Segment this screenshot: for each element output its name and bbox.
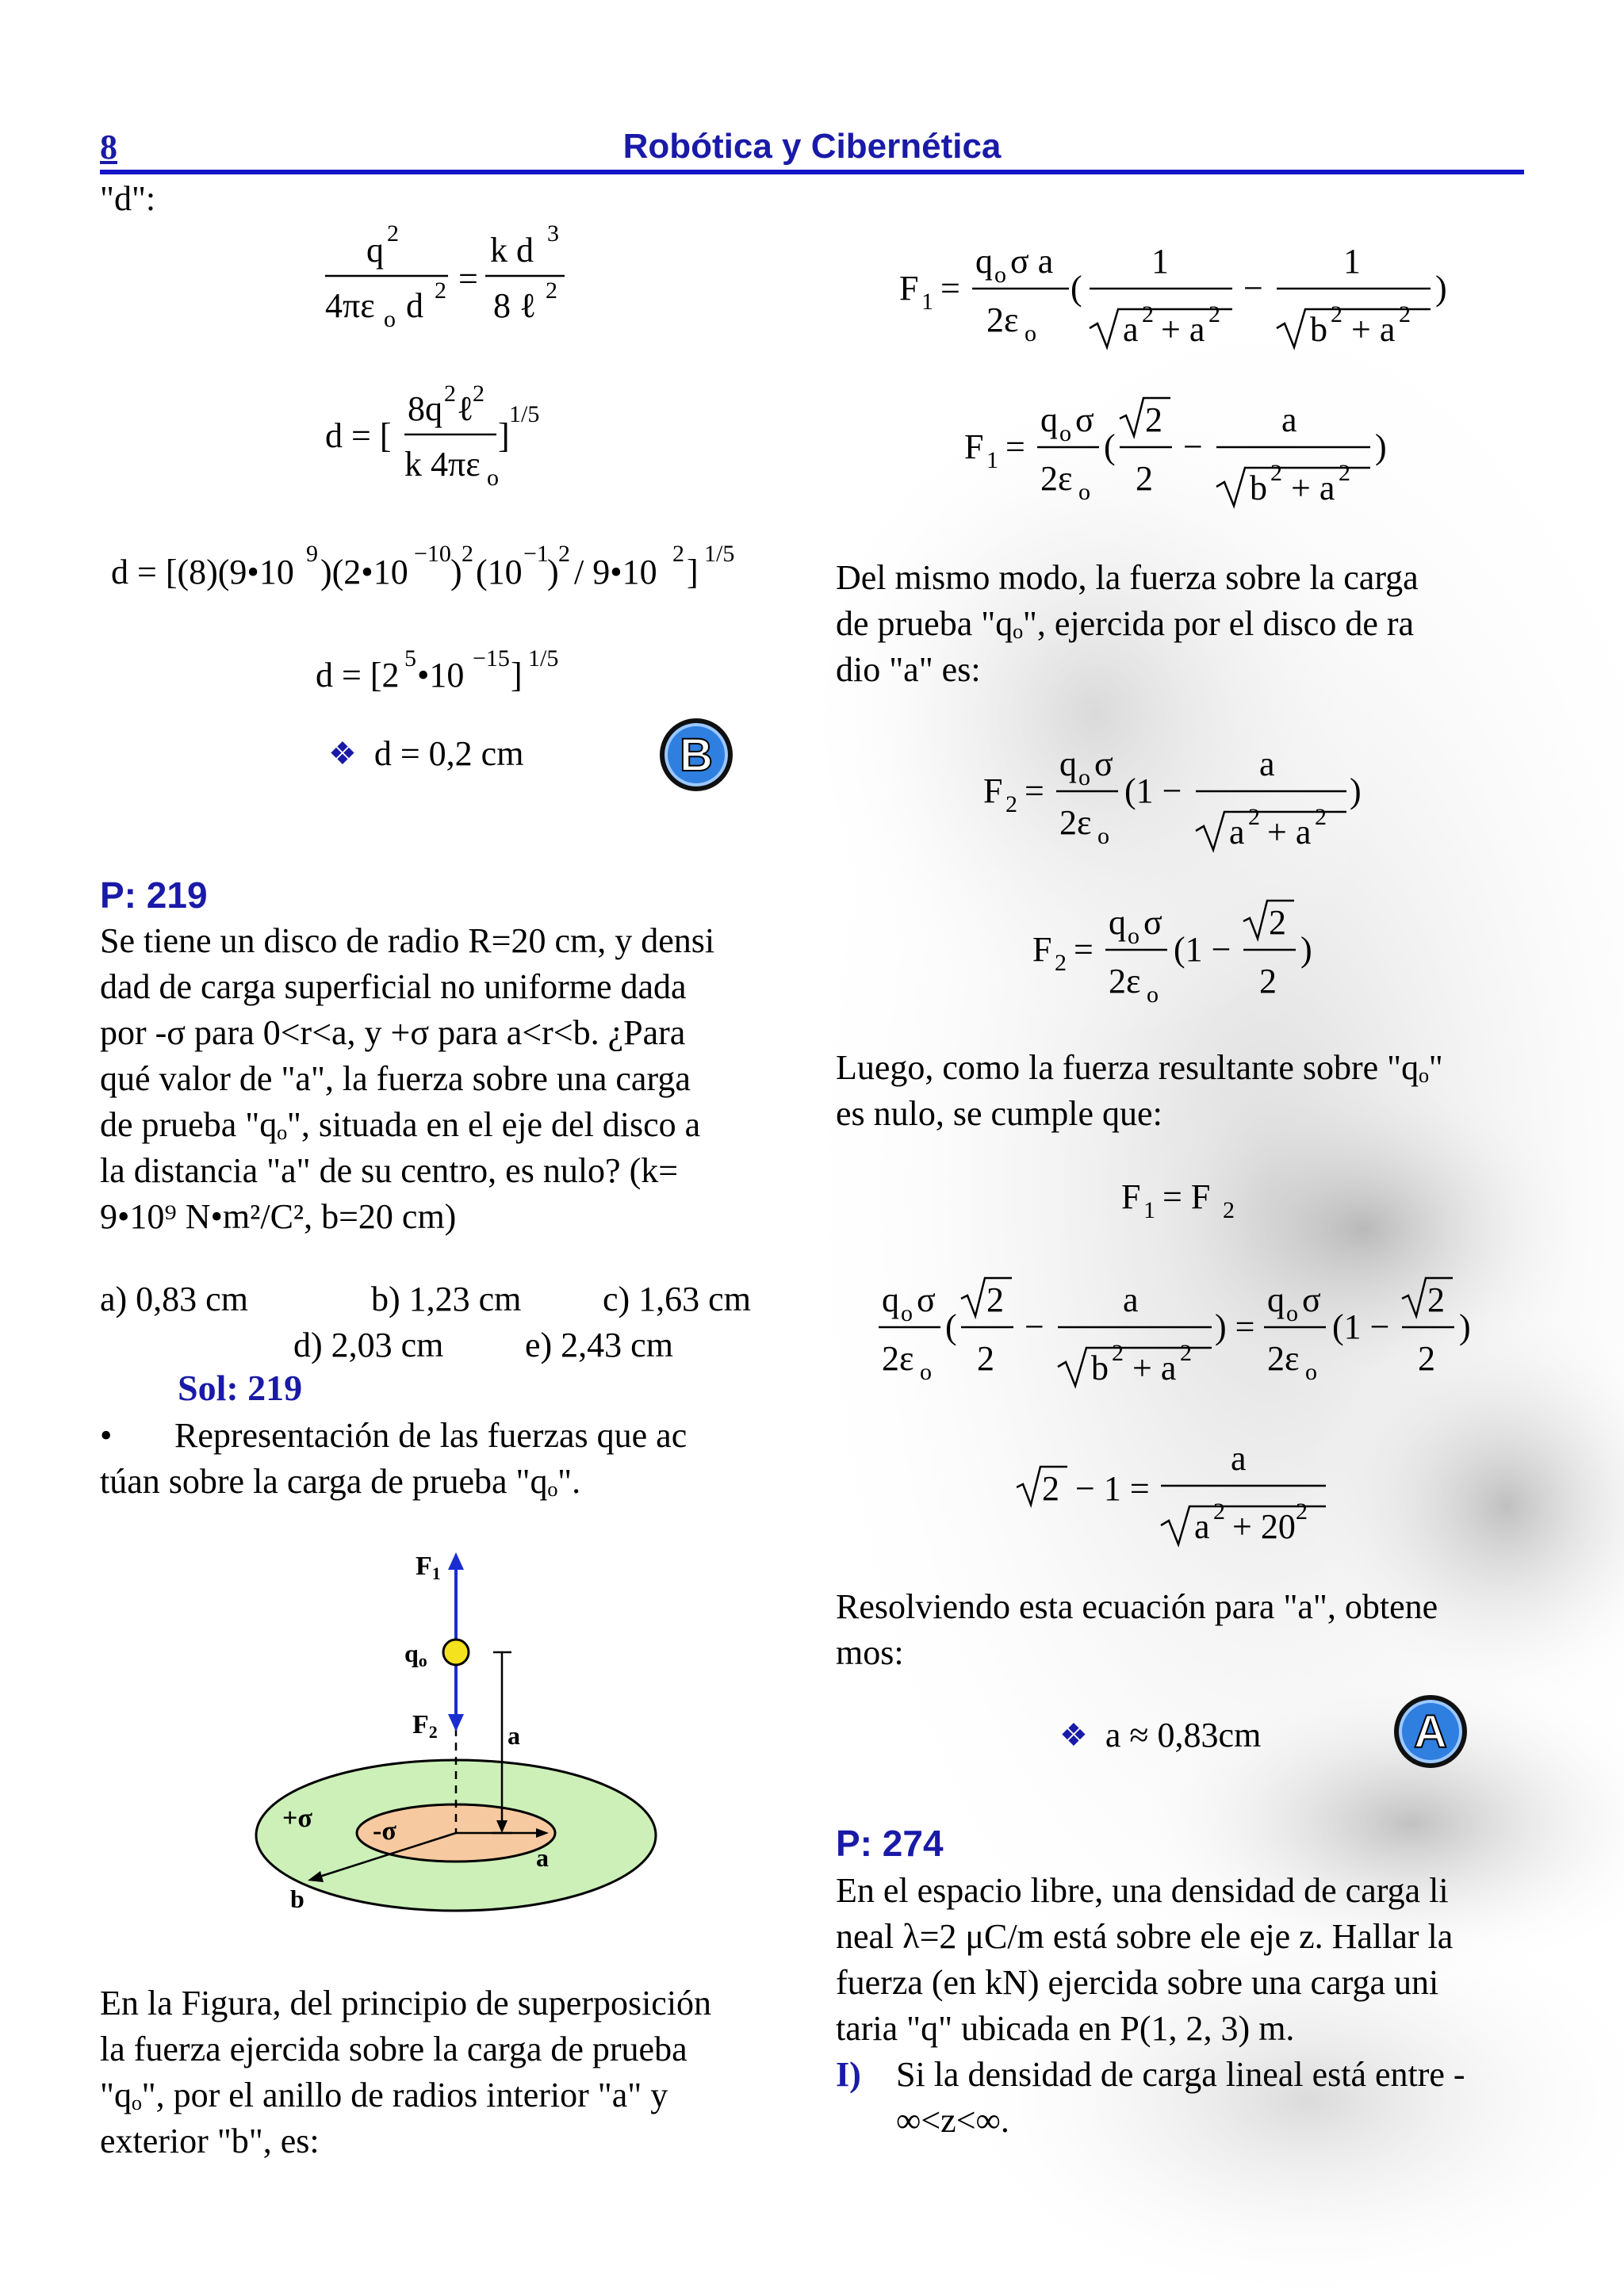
svg-text:2: 2 (986, 1280, 1004, 1319)
svg-text:a: a (1231, 1439, 1247, 1478)
svg-text:1/5: 1/5 (704, 541, 735, 567)
equation-f2-simplified (1032, 891, 1334, 1014)
svg-text:2ε: 2ε (1109, 962, 1141, 1001)
label-plus-sigma: +σ (282, 1804, 312, 1833)
solution-bullet (100, 1413, 790, 1505)
equation-d-power (316, 634, 601, 710)
paragraph-solving (836, 1584, 1513, 1676)
paragraph-line: dio "a" es: (836, 650, 981, 689)
bullet-line: túan sobre la carga de prueba "qₒ". (100, 1462, 581, 1501)
svg-text:+ a: + a (1291, 469, 1335, 507)
paragraph-line: mos: (836, 1633, 904, 1672)
svg-text:o: o (1078, 479, 1090, 505)
svg-text:2: 2 (672, 541, 684, 567)
svg-text:o: o (1147, 982, 1159, 1008)
svg-text:=: = (1005, 427, 1025, 466)
svg-text:2: 2 (1427, 1280, 1445, 1319)
statement-line: neal λ=2 μC/m está sobre ele eje z. Hallar la (836, 1917, 1454, 1956)
svg-text:2: 2 (1005, 791, 1017, 817)
svg-text:σ: σ (1302, 1280, 1321, 1319)
svg-text:2ε: 2ε (1040, 459, 1073, 498)
svg-text:2: 2 (977, 1339, 994, 1378)
svg-text:2ε: 2ε (882, 1339, 914, 1378)
svg-text:2: 2 (558, 541, 570, 567)
svg-text:F: F (1032, 930, 1052, 969)
svg-text:k d: k d (490, 231, 534, 270)
svg-text:a: a (1194, 1507, 1210, 1546)
f2-arrowhead-icon (448, 1714, 464, 1732)
answer-badge-a: A (1394, 1695, 1467, 1768)
svg-text:): ) (1350, 771, 1362, 810)
label-a-radius: a (536, 1843, 549, 1872)
svg-text:F: F (899, 269, 919, 308)
svg-text:(: ( (1104, 427, 1116, 466)
svg-text:(1 −: (1 − (1174, 930, 1231, 969)
paragraph-line: es nulo, se cumple que: (836, 1094, 1162, 1133)
svg-text:3: 3 (547, 220, 559, 247)
svg-text:1: 1 (1143, 1197, 1155, 1223)
svg-text:q: q (366, 231, 384, 270)
svg-text:(1 −: (1 − (1332, 1307, 1390, 1346)
paragraph-resultant (836, 1045, 1513, 1137)
svg-text:+ a: + a (1132, 1349, 1177, 1387)
svg-text:2: 2 (435, 277, 446, 304)
svg-text:o: o (1078, 764, 1090, 790)
svg-text:o: o (994, 262, 1006, 288)
statement-line: fuerza (en kN) ejercida sobre una carga uni (836, 1963, 1439, 2002)
svg-text:o: o (1059, 420, 1071, 446)
svg-text:]: ] (498, 416, 510, 455)
svg-text:2: 2 (1269, 903, 1286, 942)
problem-274-statement (836, 1868, 1513, 2144)
option-c: c) 1,63 cm (603, 1280, 751, 1318)
svg-text:σ: σ (1075, 400, 1094, 439)
svg-text:σ: σ (1094, 744, 1113, 783)
svg-text:2: 2 (1112, 1340, 1124, 1366)
svg-text:o: o (1128, 923, 1139, 949)
paragraph-line: Resolviendo esta ecuación para "a", obtene (836, 1587, 1438, 1626)
svg-text:q: q (975, 242, 993, 281)
equation-f1-simplified (964, 388, 1408, 527)
label-minus-sigma: -σ (373, 1816, 396, 1846)
svg-text:d = [(8)(9•10: d = [(8)(9•10 (111, 553, 294, 591)
statement-line: En el espacio libre, una densidad de carga li (836, 1871, 1449, 1910)
statement-line: dad de carga superficial no uniforme dada (100, 967, 687, 1006)
option-e: e) 2,43 cm (525, 1326, 673, 1364)
svg-text:2: 2 (1142, 301, 1154, 327)
svg-text:−1: −1 (523, 541, 549, 567)
option-b: b) 1,23 cm (371, 1280, 522, 1318)
label-f2: F2 (412, 1710, 438, 1742)
svg-text:=: = (1074, 930, 1094, 969)
statement-line: por -σ para 0<r<a, y +σ para a<r<b. ¿Para (100, 1013, 686, 1052)
svg-text:1: 1 (1151, 242, 1169, 281)
svg-text:1: 1 (986, 447, 998, 473)
svg-text:2: 2 (1270, 460, 1282, 486)
svg-text:2: 2 (1145, 400, 1162, 439)
svg-text:(: ( (945, 1307, 957, 1346)
svg-text:2ε: 2ε (1267, 1339, 1300, 1378)
svg-text:q: q (1040, 400, 1058, 439)
svg-text:d: d (406, 286, 423, 325)
svg-text:q: q (1109, 903, 1126, 942)
svg-text:2: 2 (387, 220, 399, 247)
result-d: d = 0,2 cm (373, 734, 524, 773)
svg-text:=: = (458, 259, 478, 298)
svg-text:2: 2 (1331, 301, 1342, 327)
paragraph-line: Luego, como la fuerza resultante sobre "qₒ" (836, 1048, 1443, 1087)
svg-text:2: 2 (1208, 301, 1220, 327)
svg-text:): ) (1375, 427, 1387, 466)
statement-line: 9•10⁹ N•m²/C², b=20 cm) (100, 1197, 457, 1236)
svg-text:): ) (1435, 269, 1447, 308)
svg-text:(1 −: (1 − (1124, 771, 1182, 810)
problem-219-title: P: 219 (100, 874, 208, 916)
svg-text:/ 9•10: / 9•10 (574, 553, 657, 591)
svg-text:−15: −15 (473, 645, 510, 672)
svg-text:2: 2 (1259, 962, 1277, 1001)
svg-text:+ 20: + 20 (1232, 1507, 1296, 1546)
svg-text:a: a (1229, 813, 1245, 851)
svg-text:4πε: 4πε (325, 286, 375, 325)
label-b: b (290, 1885, 304, 1913)
svg-text:q: q (1059, 744, 1077, 783)
svg-text:2: 2 (1399, 301, 1411, 327)
equation-balance (879, 1269, 1481, 1407)
statement-line: Se tiene un disco de radio R=20 cm, y densi (100, 921, 715, 960)
svg-text:= F: = F (1162, 1177, 1211, 1216)
svg-text:1: 1 (921, 289, 933, 315)
svg-text:+ a: + a (1161, 310, 1205, 349)
option-d: d) 2,03 cm (293, 1326, 444, 1364)
solution-219-title: Sol: 219 (178, 1368, 303, 1408)
svg-text:2: 2 (1296, 1498, 1308, 1525)
svg-text:a: a (1281, 400, 1297, 439)
equation-d-numeric (111, 531, 793, 607)
answer-badge-b: B (660, 718, 733, 791)
svg-text:d = [2: d = [2 (316, 656, 400, 695)
paragraph-disk-force (836, 555, 1513, 693)
svg-text:− 1 =: − 1 = (1075, 1469, 1150, 1508)
statement-line: de prueba "qₒ", situada en el eje del disco a (100, 1105, 701, 1144)
equation-d-expression (325, 373, 579, 503)
svg-text:b: b (1310, 310, 1327, 349)
svg-text:o: o (1305, 1359, 1317, 1385)
svg-text:σ a: σ a (1010, 242, 1054, 281)
svg-text:F: F (983, 771, 1003, 810)
svg-text:σ: σ (917, 1280, 936, 1319)
svg-text:2: 2 (1213, 1498, 1225, 1525)
result-a-line (1059, 1712, 1261, 1758)
svg-text:]: ] (511, 656, 523, 695)
svg-text:ℓ: ℓ (457, 389, 474, 428)
item-i-label: I) (836, 2055, 861, 2094)
svg-text:F: F (964, 427, 984, 466)
result-a: a ≈ 0,83cm (1105, 1716, 1262, 1755)
svg-text:o: o (1286, 1300, 1298, 1326)
svg-text:−: − (1025, 1307, 1044, 1346)
svg-text:2: 2 (1339, 460, 1350, 486)
svg-text:o: o (384, 306, 396, 332)
paragraph-line: En la Figura, del principio de superposición (100, 1984, 712, 2022)
svg-text:2: 2 (546, 277, 557, 304)
svg-text:=: = (1025, 771, 1044, 810)
page-number: 8 (100, 128, 117, 166)
svg-text:2: 2 (1248, 804, 1260, 830)
svg-text:o: o (901, 1300, 913, 1326)
svg-text:): ) (547, 553, 559, 591)
svg-text:(: ( (1071, 269, 1082, 308)
svg-text:q: q (882, 1280, 899, 1319)
equation-d-relation (317, 214, 587, 345)
svg-text:1/5: 1/5 (528, 645, 559, 672)
superposition-paragraph (100, 1980, 779, 2164)
svg-text:2: 2 (444, 381, 456, 407)
equation-f2-full (983, 733, 1396, 871)
svg-text:o: o (487, 465, 499, 491)
paragraph-line: Del mismo modo, la fuerza sobre la carga (836, 558, 1419, 597)
statement-line: taria "q" ubicada en P(1, 2, 3) m. (836, 2009, 1295, 2048)
item-i (836, 2052, 1513, 2098)
equation-f1-full (899, 230, 1470, 369)
test-charge (443, 1640, 469, 1665)
svg-text:−: − (1243, 269, 1263, 308)
paragraph-line: la fuerza ejercida sobre la carga de prueba (100, 2030, 688, 2068)
paragraph-line: de prueba "qₒ", ejercida por el disco de ra (836, 604, 1415, 643)
label-q0: qo (404, 1639, 427, 1670)
svg-text:2: 2 (1315, 804, 1327, 830)
svg-text:]: ] (687, 553, 699, 591)
label-f1: F1 (416, 1552, 441, 1583)
svg-text:2: 2 (1223, 1197, 1235, 1223)
svg-text:−: − (1183, 427, 1203, 466)
svg-text:2ε: 2ε (1059, 803, 1092, 842)
svg-text:b: b (1091, 1349, 1109, 1387)
svg-text:d = [: d = [ (325, 416, 392, 455)
svg-text:b: b (1250, 469, 1267, 507)
option-a: a) 0,83 cm (100, 1280, 248, 1318)
svg-text:+ a: + a (1267, 813, 1312, 851)
svg-text:o: o (920, 1359, 932, 1385)
svg-text:=: = (940, 269, 960, 308)
svg-text:+ a: + a (1351, 310, 1396, 349)
svg-text:): ) (1459, 1307, 1471, 1346)
svg-text:9: 9 (306, 541, 318, 567)
svg-text:): ) (450, 553, 462, 591)
svg-text:F: F (1121, 1177, 1141, 1216)
disk-force-diagram (238, 1546, 682, 1919)
svg-text:σ: σ (1143, 903, 1162, 942)
page-header (100, 127, 1524, 174)
svg-text:8 ℓ: 8 ℓ (493, 286, 537, 325)
equation-sqrt2-minus-1 (1017, 1427, 1350, 1566)
item-line: ∞<z<∞. (896, 2101, 1009, 2140)
paragraph-line: exterior "b", es: (100, 2122, 320, 2160)
statement-line: la distancia "a" de su centro, es nulo? (k= (100, 1151, 679, 1190)
problem-274-title: P: 274 (836, 1823, 944, 1864)
svg-text:2: 2 (1180, 1340, 1192, 1366)
svg-text:k 4πε: k 4πε (404, 445, 481, 484)
diamond-bullet-icon: ❖ (1059, 1717, 1088, 1753)
svg-text:•10: •10 (417, 656, 465, 695)
problem-219-statement (100, 918, 790, 1240)
svg-text:)(2•10: )(2•10 (320, 553, 408, 591)
svg-text:5: 5 (404, 645, 416, 672)
statement-line: qué valor de "a", la fuerza sobre una carga (100, 1059, 691, 1098)
svg-text:o: o (1025, 320, 1036, 346)
svg-text:a: a (1259, 744, 1275, 783)
diamond-bullet-icon: ❖ (328, 736, 357, 771)
header-title: Robótica y Cibernética (622, 127, 1002, 166)
svg-text:a: a (1123, 1280, 1139, 1319)
svg-text:o: o (1097, 823, 1109, 849)
svg-text:−10: −10 (414, 541, 451, 567)
f1-arrowhead-icon (448, 1552, 464, 1570)
bullet-dot-icon: • (100, 1416, 113, 1455)
svg-text:) =: ) = (1215, 1307, 1255, 1346)
svg-text:8q: 8q (408, 389, 442, 428)
svg-text:q: q (1267, 1280, 1285, 1319)
item-line: Si la densidad de carga lineal está entre - (896, 2055, 1465, 2094)
svg-text:2: 2 (1042, 1469, 1059, 1508)
paragraph-line: "qₒ", por el anillo de radios interior "a" y (100, 2076, 668, 2114)
svg-text:2: 2 (462, 541, 473, 567)
equation-f1-equals-f2 (1121, 1173, 1256, 1233)
svg-text:1/5: 1/5 (509, 401, 540, 427)
svg-text:a: a (1123, 310, 1139, 349)
svg-text:2: 2 (473, 381, 485, 407)
result-d-line (328, 731, 523, 777)
svg-text:(10: (10 (476, 553, 523, 591)
label-a-vertical: a (508, 1721, 520, 1750)
svg-text:2: 2 (1136, 459, 1153, 498)
svg-text:2ε: 2ε (986, 300, 1019, 339)
svg-text:): ) (1300, 930, 1312, 969)
svg-text:2: 2 (1418, 1339, 1435, 1378)
intro-d: "d": (100, 179, 156, 218)
bullet-line: Representación de las fuerzas que ac (174, 1416, 688, 1455)
svg-text:2: 2 (1055, 950, 1067, 976)
svg-text:1: 1 (1343, 242, 1361, 281)
